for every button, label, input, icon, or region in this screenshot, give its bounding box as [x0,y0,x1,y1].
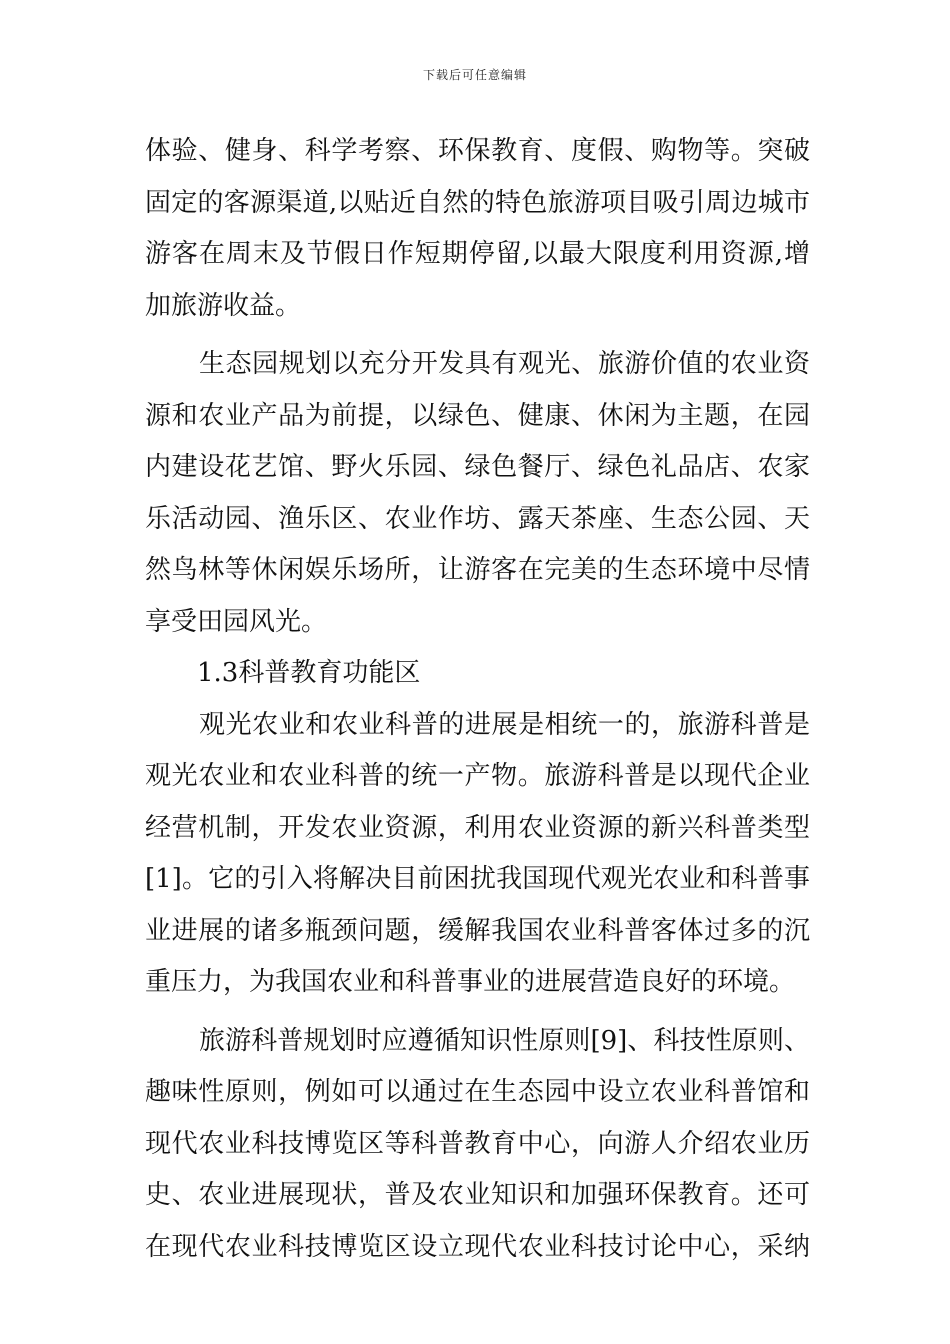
text-line: 然鸟林等休闲娱乐场所，让游客在完美的生态环境中尽情 [145,555,810,585]
text-line: 内建设花艺馆、野火乐园、绿色餐厅、绿色礼品店、农家 [145,452,810,482]
text-line: 固定的客源渠道,以贴近自然的特色旅游项目吸引周边城市 [145,187,810,218]
document-body [145,126,810,1273]
text-line: 观光农业和农业科普的进展是相统一的，旅游科普是 [199,709,810,740]
text-line: 重压力，为我国农业和科普事业的进展营造良好的环境。 [145,967,796,997]
text-line: 享受田园风光。 [145,606,328,637]
paragraph-2 [145,339,810,648]
text-line: 趣味性原则，例如可以通过在生态园中设立农业科普馆和 [145,1077,810,1107]
text-line: 业进展的诸多瓶颈问题，缓解我国农业科普客体过多的沉 [145,915,810,946]
text-line: 生态园规划以充分开发具有观光、旅游价值的农业资 [199,349,810,379]
text-line: 乐活动园、渔乐区、农业作坊、露天茶座、生态公园、天 [145,503,810,534]
text-line: 源和农业产品为前提，以绿色、健康、休闲为主题，在园 [145,400,810,431]
text-line: 史、农业进展现状，普及农业知识和加强环保教育。还可 [145,1180,810,1210]
text-line: [1]。它的引入将解决目前困扰我国现代观光农业和科普事 [145,864,810,894]
header-note: 下载后可任意编辑 [422,68,527,82]
paragraph-4 [145,1016,810,1274]
paragraph-3 [145,700,810,1009]
text-line: 在现代农业科技博览区设立现代农业科技讨论中心，采纳 [145,1231,810,1262]
text-line: 游客在周末及节假日作短期停留,以最大限度利用资源,增 [145,239,810,269]
paragraph-1 [145,126,810,332]
section-heading [145,648,810,700]
text-line: 观光农业和农业科普的统一产物。旅游科普是以现代企业 [145,761,810,791]
text-line: 旅游科普规划时应遵循知识性原则[9]、科技性原则、 [199,1025,810,1056]
text-line: 现代农业科技博览区等科普教育中心，向游人介绍农业历 [145,1128,810,1159]
text-line: 加旅游收益。 [145,290,302,321]
text-line: 经营机制，开发农业资源，利用农业资源的新兴科普类型 [145,812,810,843]
text-line: 体验、健身、科学考察、环保教育、度假、购物等。突破 [145,136,810,166]
section-heading-text: 1.3科普教育功能区 [197,658,421,688]
